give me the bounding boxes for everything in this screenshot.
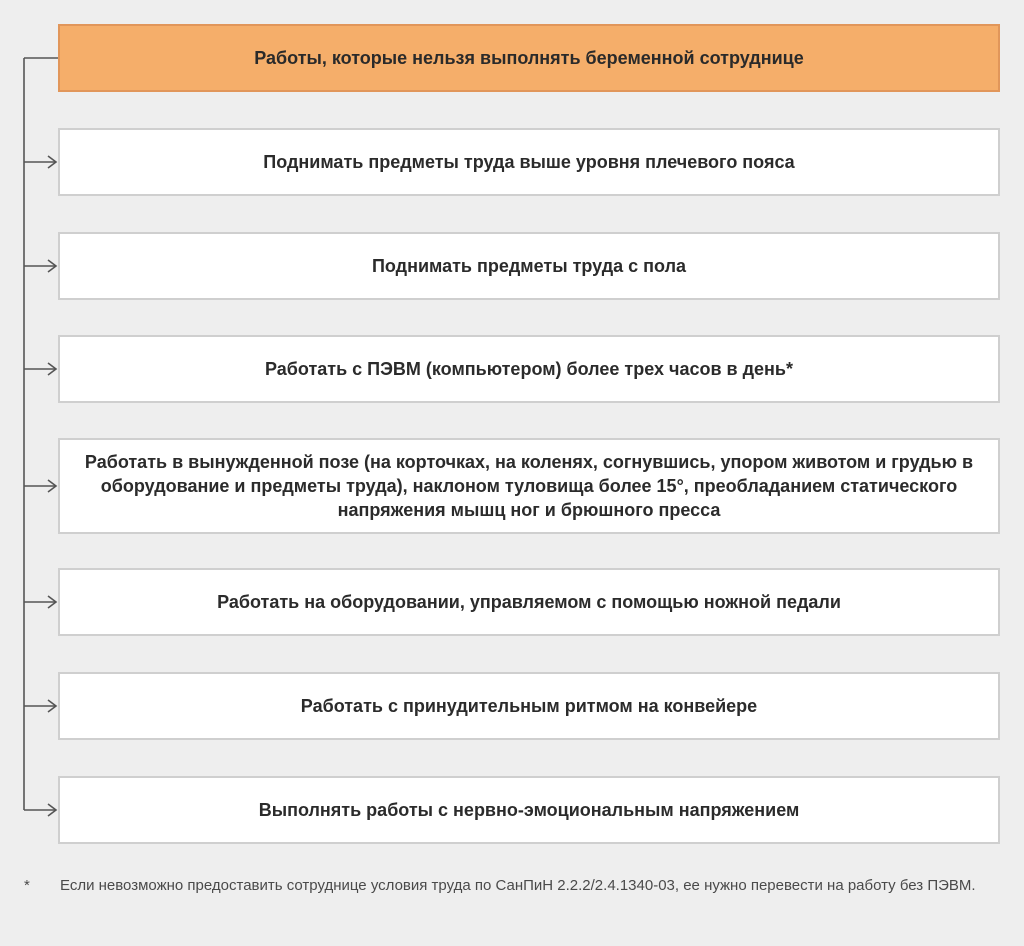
- restriction-item-2: [58, 232, 1000, 300]
- restriction-item-4: [58, 438, 1000, 534]
- restriction-item-text: Работать на оборудовании, управляемом с помощью ножной педали: [217, 591, 841, 612]
- diagram-header: [58, 24, 1000, 92]
- diagram-header-text: Работы, которые нельзя выполнять беременной сотруднице: [254, 47, 804, 68]
- restriction-item-1: [58, 128, 1000, 196]
- restriction-item-7: [58, 776, 1000, 844]
- restriction-item-text: Работать с принудительным ритмом на конвейере: [300, 695, 758, 716]
- footnote-text: Если невозможно предоставить сотруднице условия труда по СанПиН 2.2.2/2.4.1340-03, ее нужно перевести на работу без ПЭВМ.: [60, 877, 976, 894]
- restriction-item-5: [58, 568, 1000, 636]
- restriction-item-text: Поднимать предметы труда выше уровня плечевого пояса: [263, 151, 795, 172]
- restriction-item-text: Работать в вынужденной позе (на корточках, на коленях, согнувшись, упором животом и грудью в оборудование и предметы труда), наклоном туловища более 15°, преобладанием статического напряжения мышц ног и брюшного пресса: [84, 451, 974, 521]
- restriction-item-text: Выполнять работы с нервно-эмоциональным напряжением: [258, 799, 800, 820]
- restriction-item-text: Поднимать предметы труда с пола: [371, 255, 687, 276]
- restriction-item-3: [58, 335, 1000, 403]
- restriction-item-6: [58, 672, 1000, 740]
- restriction-item-text: Работать с ПЭВМ (компьютером) более трех часов в день*: [265, 358, 793, 379]
- footnote-marker: *: [24, 877, 30, 894]
- footnote: [24, 876, 1004, 896]
